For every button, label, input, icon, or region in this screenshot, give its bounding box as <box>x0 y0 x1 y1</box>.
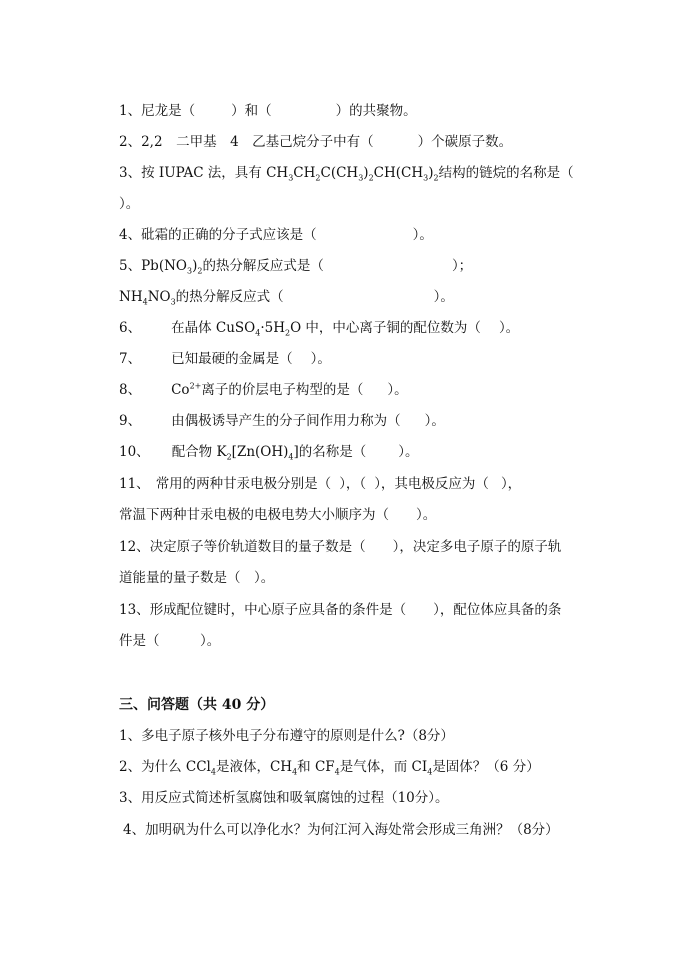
essay-question-3: 3、用反应式简述析氢腐蚀和吸氧腐蚀的过程（10分）。 <box>119 790 449 806</box>
question-11: 11、 常用的两种甘汞电极分别是（ ），（ ），其电极反应为（ ）， <box>119 476 522 492</box>
question-4: 4、砒霜的正确的分子式应该是（ ）。 <box>119 227 433 243</box>
question-1: 1、尼龙是（ ）和（ ）的共聚物。 <box>119 103 417 119</box>
question-3-continuation: ）。 <box>119 196 140 212</box>
question-5-line-2: $NH_4NO_3$的热分解反应式（ ）。 <box>119 289 454 307</box>
question-12-continuation: 道能量的量子数是（ ）。 <box>119 570 275 586</box>
section-3-heading: 三、问答题（共 40 分） <box>119 697 275 713</box>
question-3: 3、按 IUPAC 法，具有 $CH_3CH_2C(CH_3)_2CH(CH_3)_2$结构的链烷的名称是（ <box>119 165 574 183</box>
question-13: 13、形成配位键时，中心原子应具备的条件是（ ），配位体应具备的条 <box>119 602 562 618</box>
question-9: 9、 由偶极诱导产生的分子间作用力称为（ ）。 <box>119 413 445 429</box>
question-8: 8、 $Co^{2+}$离子的价层电子构型的是（ ）。 <box>119 381 408 398</box>
question-13-continuation: 件是（ ）。 <box>119 633 221 649</box>
question-11-continuation: 常温下两种甘汞电极的电极电势大小顺序为（ ）。 <box>119 507 437 523</box>
question-6: 6、 在晶体 $CuSO_4\cdot 5H_2O$ 中，中心离子铜的配位数为（ ）。 <box>119 320 520 338</box>
question-2: 2、2,2 二甲基 4 乙基己烷分子中有（ ）个碳原子数。 <box>119 134 513 150</box>
essay-question-2: 2、为什么 CCl$_4$是液体，$CH_4$和 $CF_4$是气体，而 $CI_4$是固体？（6 分） <box>119 759 540 777</box>
question-10: 10、 配合物 $K_2[Zn(OH)_4]$的名称是（ ）。 <box>119 444 419 462</box>
essay-question-4: 4、加明矾为什么可以净化水？为何江河入海处常会形成三角洲？（8分） <box>123 822 559 838</box>
question-5: 5、$Pb(NO_3)_2$的热分解反应式是（ ）； <box>119 258 473 276</box>
question-7: 7、 已知最硬的金属是（ ）。 <box>119 351 331 367</box>
question-12: 12、决定原子等价轨道数目的量子数是（ ），决定多电子原子的原子轨 <box>119 539 562 555</box>
essay-question-1: 1、多电子原子核外电子分布遵守的原则是什么?（8分） <box>119 728 454 744</box>
